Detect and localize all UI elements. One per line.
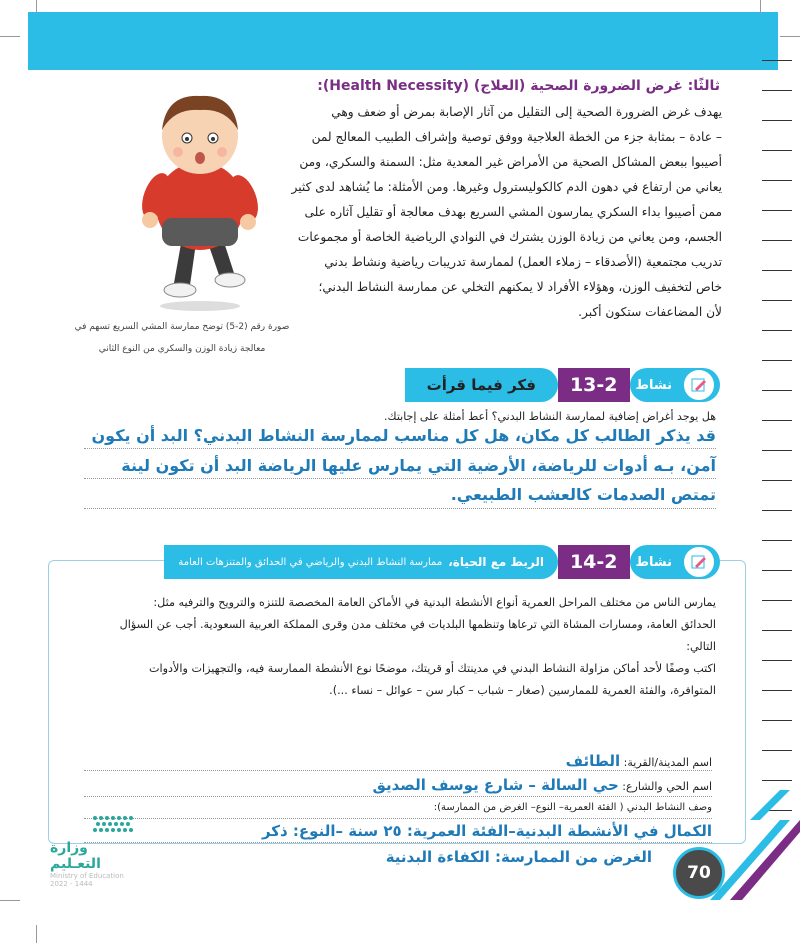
activity-title: فكر فيما قرأت <box>405 368 558 402</box>
handwritten-answer: الغرض من الممارسة: الكفاءة البدنية <box>385 848 652 866</box>
desc-field-label: وصف النشاط البدني ( الفئة العمرية– النوع– الغرض من الممارسة): <box>433 802 712 813</box>
pencil-icon <box>682 368 716 402</box>
district-field <box>372 776 712 794</box>
city-field <box>566 752 712 770</box>
answer-line <box>84 478 716 479</box>
caption-line: معالجة زيادة الوزن والسكري من النوع الثاني <box>98 344 266 354</box>
activity-question: هل يوجد أغراض إضافية لممارسة النشاط البدني؟ أعط أمثلة على إجابتك. <box>384 410 716 423</box>
activity-number: 13-2 <box>558 368 630 402</box>
crop-mark <box>0 36 20 37</box>
ruler-tick <box>762 150 792 151</box>
ruler-tick <box>762 570 792 571</box>
activity-label-pill <box>630 545 721 579</box>
paragraph-line: خاص لتخفيف الوزن، وهؤلاء الأفراد لا يمكنهم التخلي عن ممارسة النشاط البدني؛ <box>318 280 722 294</box>
ruler-tick <box>762 420 792 421</box>
pencil-icon <box>682 545 716 579</box>
crop-mark <box>0 900 20 901</box>
ruler-tick <box>762 480 792 481</box>
paragraph-line: يهدف غرض الضرورة الصحية إلى التقليل من آثار الإصابة بمرض أو ضعف وهي <box>331 105 722 119</box>
ruler-tick <box>762 780 792 781</box>
crop-mark <box>36 0 37 14</box>
ruler-tick <box>762 120 792 121</box>
answer-line <box>84 770 712 771</box>
ruler-tick <box>762 90 792 91</box>
answer-line <box>84 508 716 509</box>
ruler-tick <box>762 750 792 751</box>
ruler-tick <box>762 60 792 61</box>
activity-label: نشاط <box>635 377 672 393</box>
handwritten-answer: الكمال في الأنشطة البدنية–الفئة العمرية: ٢٥ سنة –النوع: ذكر <box>261 822 712 840</box>
activity-title-rest: ممارسة النشاط البدني والرياضي في الحدائق والمتنزهات العامة <box>178 556 443 568</box>
intro-line: اكتب وصفًا لأحد أماكن مزاولة النشاط البدني في مدينتك أو قريتك، موضحًا نوع الأنشطة الممارسة فيه، والتجهيزات والأدوات <box>148 662 716 675</box>
paragraph-line: ممن أصيبوا بداء السكري يمارسون المشي السريع بهدف معالجة أو تقليل آثاره على <box>304 205 722 219</box>
ministry-name-en: Ministry of Education <box>50 872 124 880</box>
city-value: الطائف <box>565 752 621 770</box>
intro-line: يمارس الناس من مختلف المراحل العمرية أنواع الأنشطة البدنية في الأماكن العامة المخصصة للتنزه والترويح والترفيه مثل: <box>153 596 716 609</box>
ruler-tick <box>762 660 792 661</box>
ruler-tick <box>762 540 792 541</box>
margin-ruler <box>748 60 800 840</box>
answer-line <box>84 842 712 843</box>
intro-line: المتوافرة، والفئة العمرية للممارسين (صغار – شباب – كبار سن – عوائل – نساء ...). <box>329 684 716 697</box>
ruler-tick <box>762 180 792 181</box>
ruler-tick <box>762 510 792 511</box>
handwritten-answer: تمتص الصدمات كالعشب الطبيعي. <box>450 485 716 504</box>
activity-label-pill <box>630 368 721 402</box>
ruler-tick <box>762 690 792 691</box>
caption-line: صورة رقم (2-5) توضح ممارسة المشي السريع تسهم في <box>74 322 290 332</box>
paragraph-line: يعاني من ارتفاع في دهون الدم كالكوليسترول وغيرها. ومن الأمثلة: ما يُشاهد لدى كثير <box>291 180 722 194</box>
activity-label: نشاط <box>635 554 672 570</box>
ruler-tick <box>762 330 792 331</box>
district-label: اسم الحي والشارع: <box>622 780 712 793</box>
ruler-tick <box>762 450 792 451</box>
section-title: ثالثًا: غرض الضرورة الصحية (العلاج) (Health Necessity): <box>317 78 720 94</box>
ruler-tick <box>762 600 792 601</box>
intro-line: التالي: <box>686 640 716 653</box>
intro-line: الحدائق العامة، ومسارات المشاة التي ترعاها وتنظمها البلديات في مختلف مدن وقرى المملكة العربية السعودية. أجب عن السؤال <box>119 618 716 631</box>
activity-title-bold: الربط مع الحياة، <box>448 555 544 569</box>
paragraph-line: لأن المضاعفات ستكون أكبر. <box>578 305 722 319</box>
figure-caption <box>44 316 320 360</box>
ruler-tick <box>762 240 792 241</box>
activity-number: 14-2 <box>558 545 630 579</box>
ministry-logo <box>50 814 150 888</box>
page-number: 70 <box>673 847 725 899</box>
handwritten-answer: آمن، بـه أدوات للرياضة، الأرضية التي يمارس عليها الرياضة البد أن تكون لينة <box>121 456 716 475</box>
top-banner <box>28 12 778 70</box>
crop-mark <box>760 0 761 14</box>
crop-mark <box>36 925 37 943</box>
city-label: اسم المدينة/القرية: <box>623 756 712 769</box>
section-paragraph <box>256 100 722 325</box>
ministry-year: 2022 - 1444 <box>50 880 93 888</box>
ruler-tick <box>762 390 792 391</box>
paragraph-line: – عادة – بمثابة جزء من الخطة العلاجية ووفق توصية وإشراف الطبيب المعالج لمن <box>311 130 722 144</box>
ruler-tick <box>762 210 792 211</box>
activity-header <box>405 368 720 402</box>
ruler-tick <box>762 720 792 721</box>
ruler-tick <box>762 300 792 301</box>
paragraph-line: تدريب مجتمعية (الأصدقاء – زملاء العمل) لممارسة تدريبات رياضية ونشاط بدني <box>324 255 722 269</box>
answer-line <box>84 448 716 449</box>
activity-header <box>164 545 720 579</box>
paragraph-line: أصيبوا ببعض المشاكل الصحية من الأمراض غير المعدية مثل: السمنة والسكري، ومن <box>299 155 722 169</box>
crop-mark <box>780 36 800 37</box>
running-boy-illustration <box>130 78 270 313</box>
activity-intro <box>56 592 716 702</box>
ruler-tick <box>762 360 792 361</box>
ruler-tick <box>762 630 792 631</box>
district-value: حي السالة – شارع يوسف الصديق <box>372 776 619 794</box>
activity-title <box>164 545 558 579</box>
ruler-tick <box>762 270 792 271</box>
answer-line <box>84 796 712 797</box>
handwritten-answer: قد يذكر الطالب كل مكان، هل كل مناسب لممارسة النشاط البدني؟ البد أن يكون <box>91 426 716 445</box>
ministry-emblem-icon <box>50 814 150 836</box>
paragraph-line: الجسم، ومن يعاني من زيادة الوزن يشترك في النوادي الرياضية الخاصة أو مجموعات <box>297 230 722 244</box>
answer-line <box>84 818 712 819</box>
ministry-name: وزارة التعـليم <box>50 840 101 872</box>
